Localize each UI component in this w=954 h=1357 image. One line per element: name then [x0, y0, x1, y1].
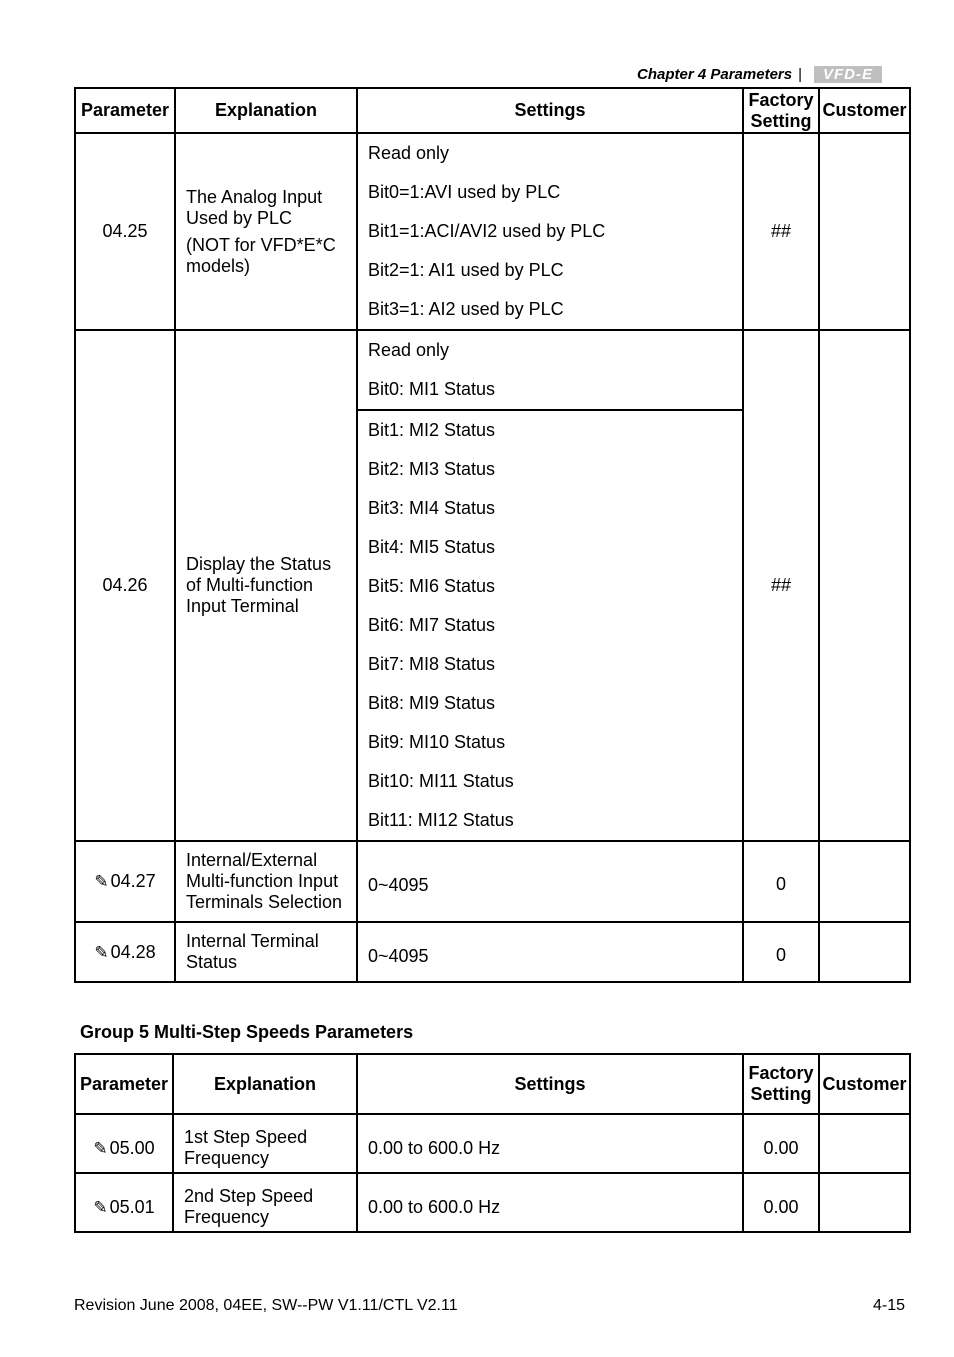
param-code: 04.27 — [110, 871, 156, 891]
param-explanation: Internal/External Multi-function Input Terminals Selection — [175, 841, 357, 922]
param-code-cell — [75, 1173, 173, 1232]
param-code-cell — [75, 922, 175, 982]
pencil-icon: ✎ — [93, 1138, 108, 1158]
param-settings: Read only Bit0=1:AVI used by PLC Bit1=1:ACI/AVI2 used by PLC Bit2=1: AI1 used by PLC Bit3=1: AI2 used by PLC — [357, 133, 743, 330]
table-row — [75, 1114, 910, 1173]
customer-value — [819, 133, 910, 330]
table-row — [75, 922, 910, 982]
param-code: 04.26 — [75, 330, 175, 841]
customer-value — [819, 922, 910, 982]
parameter-table-group4 — [74, 87, 911, 983]
chapter-title: Chapter 4 Parameters — [637, 66, 793, 83]
param-settings: Bit1: MI2 Status Bit2: MI3 Status Bit3: MI4 Status Bit4: MI5 Status Bit5: MI6 Status Bit6: MI7 Status Bit7: MI8 Status Bit8: MI9 Status Bit9: MI10 Status Bit10: MI11 Status Bit11: MI12 Status — [357, 410, 743, 841]
header-separator: | — [798, 66, 802, 83]
vfd-e-logo: VFD-E — [814, 66, 882, 83]
table-row — [75, 330, 910, 410]
param-code: 05.01 — [109, 1196, 155, 1217]
factory-setting: 0.00 — [743, 1114, 819, 1173]
col-header-parameter: Parameter — [75, 1054, 173, 1114]
parameter-table-group5 — [74, 1053, 911, 1233]
col-header-customer: Customer — [819, 88, 910, 133]
page-number: 4-15 — [872, 1297, 905, 1314]
table-header-row — [75, 88, 910, 133]
param-settings: 0~4095 — [357, 922, 743, 982]
table-row — [75, 1173, 910, 1232]
param-settings: 0.00 to 600.0 Hz — [357, 1173, 743, 1232]
table-row — [75, 841, 910, 922]
table-row — [75, 133, 910, 330]
factory-setting: ## — [743, 330, 819, 841]
pencil-icon: ✎ — [94, 872, 109, 891]
page-footer — [74, 1297, 905, 1315]
col-header-factory-setting: Factory Setting — [743, 88, 819, 133]
factory-setting: 0 — [743, 922, 819, 982]
col-header-settings: Settings — [357, 1054, 743, 1114]
param-code-cell — [75, 841, 175, 922]
customer-value — [819, 1173, 910, 1232]
col-header-parameter: Parameter — [75, 88, 175, 133]
param-explanation: Internal Terminal Status — [175, 922, 357, 982]
param-code-cell — [75, 1114, 173, 1173]
factory-setting: ## — [743, 133, 819, 330]
col-header-customer: Customer — [819, 1054, 910, 1114]
param-code: 04.25 — [75, 133, 175, 330]
table-header-row — [75, 1054, 910, 1114]
pencil-icon: ✎ — [93, 1197, 108, 1217]
col-header-explanation: Explanation — [173, 1054, 357, 1114]
revision-text: Revision June 2008, 04EE, SW--PW V1.11/CTL V2.11 — [74, 1297, 458, 1314]
customer-value — [819, 1114, 910, 1173]
page-header — [637, 66, 882, 83]
factory-setting: 0 — [743, 841, 819, 922]
section-title-group5: Group 5 Multi-Step Speeds Parameters — [80, 1022, 414, 1042]
param-explanation: Display the Status of Multi-function Input Terminal — [175, 330, 357, 841]
col-header-settings: Settings — [357, 88, 743, 133]
customer-value — [819, 330, 910, 841]
param-explanation: 1st Step Speed Frequency — [173, 1114, 357, 1173]
param-code: 04.28 — [110, 941, 156, 962]
customer-value — [819, 841, 910, 922]
param-explanation: The Analog Input Used by PLC (NOT for VFD*E*C models) — [175, 133, 357, 330]
col-header-explanation: Explanation — [175, 88, 357, 133]
param-settings: Read only Bit0: MI1 Status — [357, 330, 743, 410]
param-code: 05.00 — [109, 1137, 155, 1158]
pencil-icon: ✎ — [94, 942, 109, 962]
factory-setting: 0.00 — [743, 1173, 819, 1232]
param-explanation: 2nd Step Speed Frequency — [173, 1173, 357, 1232]
param-settings: 0~4095 — [357, 841, 743, 922]
param-settings: 0.00 to 600.0 Hz — [357, 1114, 743, 1173]
col-header-factory-setting: Factory Setting — [743, 1054, 819, 1114]
